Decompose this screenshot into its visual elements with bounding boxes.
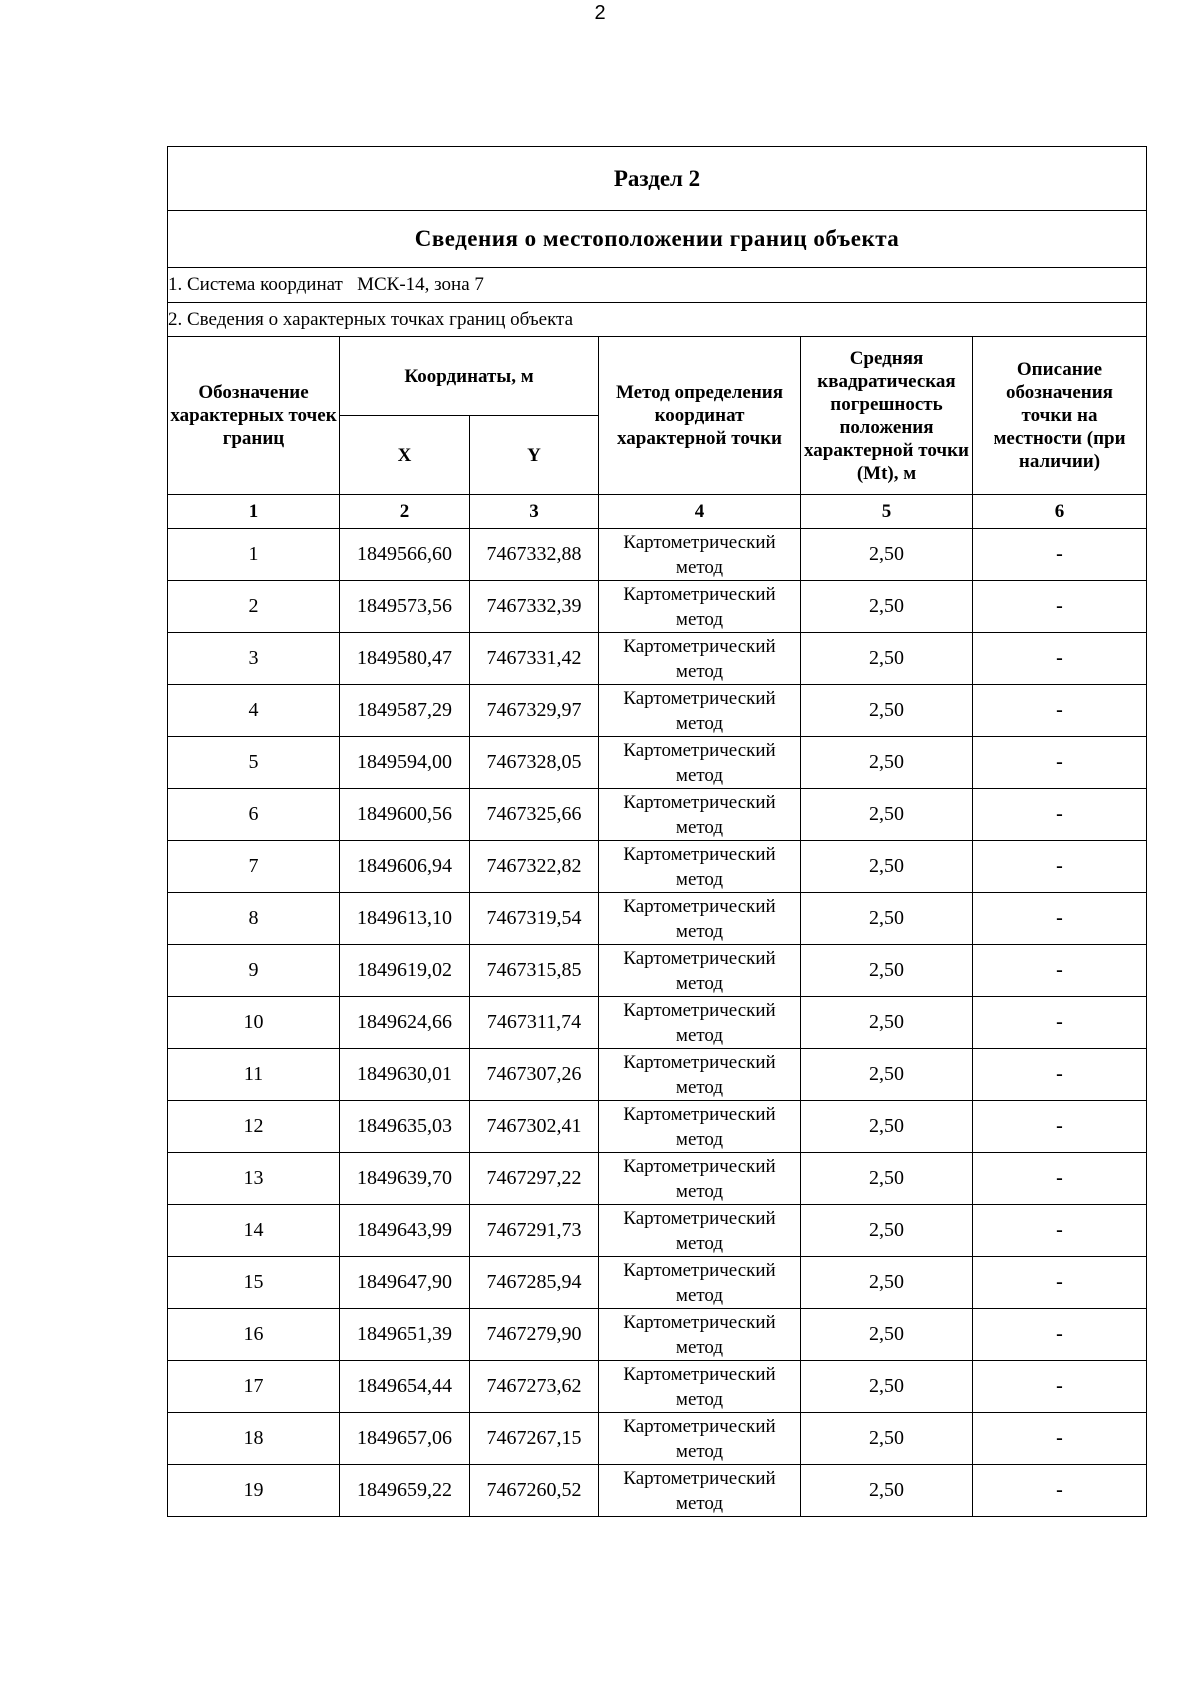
- method: [599, 1101, 801, 1153]
- column-number: 2: [340, 495, 470, 529]
- point-description: -: [973, 1205, 1147, 1257]
- coord-y: 7467311,74: [470, 997, 599, 1049]
- accuracy-mt: 2,50: [801, 685, 973, 737]
- point-number: 14: [168, 1205, 340, 1257]
- coord-x: 1849635,03: [340, 1101, 470, 1153]
- method-line-1: Картометрический: [623, 635, 776, 657]
- method: [599, 1465, 801, 1517]
- coord-x: 1849654,44: [340, 1361, 470, 1413]
- table-row: [168, 1465, 1147, 1517]
- coord-y: 7467267,15: [470, 1413, 599, 1465]
- column-number: 5: [801, 495, 973, 529]
- coord-y: 7467291,73: [470, 1205, 599, 1257]
- coord-y: 7467273,62: [470, 1361, 599, 1413]
- method-line-2: метод: [675, 608, 724, 630]
- table-row: [168, 1413, 1147, 1465]
- method-line-2: метод: [675, 1388, 724, 1410]
- table-row: [168, 945, 1147, 997]
- point-description: -: [973, 1257, 1147, 1309]
- coord-y: 7467297,22: [470, 1153, 599, 1205]
- point-number: 16: [168, 1309, 340, 1361]
- method-line-1: Картометрический: [623, 531, 776, 553]
- coord-y: 7467307,26: [470, 1049, 599, 1101]
- coord-x: 1849594,00: [340, 737, 470, 789]
- accuracy-mt: 2,50: [801, 1153, 973, 1205]
- point-description: -: [973, 737, 1147, 789]
- point-number: 3: [168, 633, 340, 685]
- accuracy-mt: 2,50: [801, 1465, 973, 1517]
- column-number: 1: [168, 495, 340, 529]
- method-line-1: Картометрический: [623, 895, 776, 917]
- method-line-2: метод: [675, 1440, 724, 1462]
- method: [599, 893, 801, 945]
- method: [599, 581, 801, 633]
- method-line-2: метод: [675, 920, 724, 942]
- coord-x: 1849619,02: [340, 945, 470, 997]
- accuracy-mt: 2,50: [801, 789, 973, 841]
- coord-y: 7467332,39: [470, 581, 599, 633]
- coord-x: 1849630,01: [340, 1049, 470, 1101]
- coord-y: 7467319,54: [470, 893, 599, 945]
- point-number: 5: [168, 737, 340, 789]
- method-line-1: Картометрический: [623, 791, 776, 813]
- method: [599, 529, 801, 581]
- points-info-label: 2. Сведения о характерных точках границ объекта: [168, 303, 1147, 337]
- coord-x: 1849659,22: [340, 1465, 470, 1517]
- method-line-2: метод: [675, 1284, 724, 1306]
- method-line-2: метод: [675, 764, 724, 786]
- method-line-2: метод: [675, 1232, 724, 1254]
- point-number: 13: [168, 1153, 340, 1205]
- column-number: 3: [470, 495, 599, 529]
- method-line-2: метод: [675, 1492, 724, 1514]
- method: [599, 1205, 801, 1257]
- coord-y: 7467331,42: [470, 633, 599, 685]
- accuracy-mt: 2,50: [801, 1309, 973, 1361]
- method-line-1: Картометрический: [623, 739, 776, 761]
- point-description: -: [973, 581, 1147, 633]
- header-description: Описание обозначения точки на местности (при наличии): [973, 337, 1147, 495]
- table-row: [168, 1101, 1147, 1153]
- point-description: -: [973, 841, 1147, 893]
- table-row: [168, 997, 1147, 1049]
- coord-x: 1849651,39: [340, 1309, 470, 1361]
- point-description: -: [973, 1101, 1147, 1153]
- point-number: 7: [168, 841, 340, 893]
- point-number: 11: [168, 1049, 340, 1101]
- table-row: [168, 581, 1147, 633]
- point-description: -: [973, 945, 1147, 997]
- point-number: 6: [168, 789, 340, 841]
- point-description: -: [973, 1361, 1147, 1413]
- method: [599, 789, 801, 841]
- coord-y: 7467332,88: [470, 529, 599, 581]
- coord-x: 1849587,29: [340, 685, 470, 737]
- point-description: -: [973, 529, 1147, 581]
- accuracy-mt: 2,50: [801, 1205, 973, 1257]
- point-number: 15: [168, 1257, 340, 1309]
- point-number: 1: [168, 529, 340, 581]
- table-row: [168, 789, 1147, 841]
- coord-x: 1849639,70: [340, 1153, 470, 1205]
- point-description: -: [973, 893, 1147, 945]
- method-line-2: метод: [675, 1336, 724, 1358]
- method: [599, 1257, 801, 1309]
- accuracy-mt: 2,50: [801, 737, 973, 789]
- accuracy-mt: 2,50: [801, 633, 973, 685]
- point-number: 9: [168, 945, 340, 997]
- method-line-2: метод: [675, 660, 724, 682]
- method-line-2: метод: [675, 972, 724, 994]
- coord-y: 7467329,97: [470, 685, 599, 737]
- method: [599, 997, 801, 1049]
- method: [599, 1361, 801, 1413]
- method-line-1: Картометрический: [623, 999, 776, 1021]
- column-number: 4: [599, 495, 801, 529]
- coord-x: 1849600,56: [340, 789, 470, 841]
- method-line-1: Картометрический: [623, 1415, 776, 1437]
- method-line-2: метод: [675, 712, 724, 734]
- accuracy-mt: 2,50: [801, 581, 973, 633]
- coord-y: 7467302,41: [470, 1101, 599, 1153]
- point-description: -: [973, 1049, 1147, 1101]
- accuracy-mt: 2,50: [801, 1101, 973, 1153]
- method: [599, 737, 801, 789]
- method-line-1: Картометрический: [623, 1155, 776, 1177]
- coord-x: 1849657,06: [340, 1413, 470, 1465]
- point-number: 12: [168, 1101, 340, 1153]
- header-x: X: [340, 416, 470, 495]
- coord-x: 1849606,94: [340, 841, 470, 893]
- coord-x: 1849643,99: [340, 1205, 470, 1257]
- table-row: [168, 633, 1147, 685]
- method: [599, 841, 801, 893]
- coord-x: 1849613,10: [340, 893, 470, 945]
- accuracy-mt: 2,50: [801, 529, 973, 581]
- point-number: 8: [168, 893, 340, 945]
- section-heading: Раздел 2: [168, 147, 1147, 211]
- accuracy-mt: 2,50: [801, 1049, 973, 1101]
- accuracy-mt: 2,50: [801, 893, 973, 945]
- table-row: [168, 1309, 1147, 1361]
- point-description: -: [973, 1413, 1147, 1465]
- point-description: -: [973, 685, 1147, 737]
- point-description: -: [973, 789, 1147, 841]
- coord-x: 1849573,56: [340, 581, 470, 633]
- method: [599, 1309, 801, 1361]
- method-line-2: метод: [675, 868, 724, 890]
- coord-x: 1849624,66: [340, 997, 470, 1049]
- method-line-2: метод: [675, 1128, 724, 1150]
- table-row: [168, 1205, 1147, 1257]
- point-number: 18: [168, 1413, 340, 1465]
- point-description: -: [973, 1465, 1147, 1517]
- method-line-1: Картометрический: [623, 1363, 776, 1385]
- coord-x: 1849566,60: [340, 529, 470, 581]
- document-title: Сведения о местоположении границ объекта: [168, 211, 1147, 268]
- coord-y: 7467279,90: [470, 1309, 599, 1361]
- accuracy-mt: 2,50: [801, 1413, 973, 1465]
- method-line-2: метод: [675, 1076, 724, 1098]
- coord-y: 7467325,66: [470, 789, 599, 841]
- point-description: -: [973, 1153, 1147, 1205]
- header-designation: Обозначение характерных точек границ: [168, 337, 340, 495]
- method-line-1: Картометрический: [623, 1311, 776, 1333]
- point-number: 19: [168, 1465, 340, 1517]
- point-number: 2: [168, 581, 340, 633]
- method-line-1: Картометрический: [623, 1467, 776, 1489]
- point-number: 10: [168, 997, 340, 1049]
- header-y: Y: [470, 416, 599, 495]
- method-line-2: метод: [675, 1180, 724, 1202]
- header-accuracy: Средняя квадратическая погрешность положения характерной точки (Mt), м: [801, 337, 973, 495]
- header-method: Метод определения координат характерной точки: [599, 337, 801, 495]
- method-line-1: Картометрический: [623, 947, 776, 969]
- table-row: [168, 1049, 1147, 1101]
- method: [599, 685, 801, 737]
- method-line-1: Картометрический: [623, 1259, 776, 1281]
- method: [599, 1413, 801, 1465]
- accuracy-mt: 2,50: [801, 841, 973, 893]
- method-line-2: метод: [675, 1024, 724, 1046]
- coord-x: 1849647,90: [340, 1257, 470, 1309]
- point-description: -: [973, 1309, 1147, 1361]
- table-row: [168, 529, 1147, 581]
- table-row: [168, 841, 1147, 893]
- table-row: [168, 893, 1147, 945]
- accuracy-mt: 2,50: [801, 945, 973, 997]
- table-row: [168, 685, 1147, 737]
- method-line-1: Картометрический: [623, 583, 776, 605]
- point-description: -: [973, 633, 1147, 685]
- accuracy-mt: 2,50: [801, 1361, 973, 1413]
- table-row: [168, 1257, 1147, 1309]
- method-line-2: метод: [675, 556, 724, 578]
- method-line-1: Картометрический: [623, 1051, 776, 1073]
- table-row: [168, 1361, 1147, 1413]
- coord-y: 7467315,85: [470, 945, 599, 997]
- coord-y: 7467328,05: [470, 737, 599, 789]
- method-line-1: Картометрический: [623, 1207, 776, 1229]
- method: [599, 945, 801, 997]
- coordinate-system: 1. Система координат МСК-14, зона 7: [168, 268, 1147, 303]
- header-coordinates: Координаты, м: [340, 337, 599, 416]
- method-line-1: Картометрический: [623, 687, 776, 709]
- table-row: [168, 1153, 1147, 1205]
- table-row: [168, 737, 1147, 789]
- point-description: -: [973, 997, 1147, 1049]
- point-number: 17: [168, 1361, 340, 1413]
- coord-x: 1849580,47: [340, 633, 470, 685]
- method: [599, 633, 801, 685]
- method: [599, 1049, 801, 1101]
- accuracy-mt: 2,50: [801, 997, 973, 1049]
- boundary-points-table: [167, 146, 1147, 1517]
- page-number: 2: [594, 2, 606, 24]
- method: [599, 1153, 801, 1205]
- coord-y: 7467260,52: [470, 1465, 599, 1517]
- coord-y: 7467322,82: [470, 841, 599, 893]
- point-number: 4: [168, 685, 340, 737]
- method-line-1: Картометрический: [623, 1103, 776, 1125]
- method-line-1: Картометрический: [623, 843, 776, 865]
- accuracy-mt: 2,50: [801, 1257, 973, 1309]
- method-line-2: метод: [675, 816, 724, 838]
- column-number: 6: [973, 495, 1147, 529]
- coord-y: 7467285,94: [470, 1257, 599, 1309]
